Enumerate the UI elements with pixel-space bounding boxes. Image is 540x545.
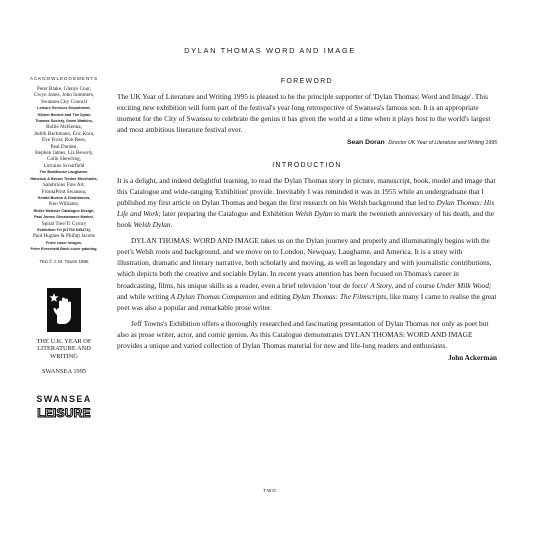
uk-year-of-literature-logo — [47, 288, 81, 332]
acknowledgement-line: Eve Frost, Rob Rees, — [42, 137, 86, 144]
acknowledgement-line: Ken Williams, — [49, 201, 79, 208]
leisure-logo-bottom: LEISURE — [37, 405, 91, 420]
acknowledgement-line: Hancock & Brown Timber Merchants, — [30, 176, 98, 181]
acknowledgements-title: ACKNOWLEDGEMENTS — [29, 76, 99, 81]
intro-paragraph-1: It is a delight, and indeed delightful learning, to read the Dylan Thomas story in picture, manuscript, book, model and image that this Catalogue and wide-ranging 'Exhibition' provide. Inevitably I was reminded it was in 1955 while an undergraduate that I published my first article on Dylan Thomas and began the first research on his Welsh background that led to Dylan Thomas: His Life and Work; later preparing the Catalogue and Exhibition Welsh Dylan to mark the twentieth anniversary of his death, and the book Welsh Dylan. — [117, 175, 496, 230]
acknowledgement-line: Ridler Webster Catalogue Design, — [33, 208, 95, 213]
uk-line: LITERATURE AND — [37, 345, 91, 353]
main-content — [117, 76, 497, 364]
foreword-heading: FOREWORD — [280, 78, 334, 85]
uk-year-text — [16, 338, 112, 376]
leisure-logo-top: SWANSEA — [36, 393, 92, 404]
hand-star-icon — [47, 288, 81, 332]
acknowledgement-line: Spiral Tree/Ti Cymry — [41, 220, 87, 227]
acknowledgement-line: Swansea City Council — [40, 98, 88, 105]
acknowledgement-line: Front cover images, — [45, 240, 83, 245]
acknowledgement-line: Thomas Society, Gwen Watkins, — [35, 119, 93, 124]
uk-line: THE U.K. YEAR OF — [36, 337, 92, 345]
acknowledgement-line: Gwyn Jones, John Summers, — [33, 92, 95, 99]
foreword-signature-role: Director UK Year of Literature and Writing 1995 — [388, 140, 497, 147]
acknowledgement-line: Paul James Genaissance Market, — [34, 215, 94, 220]
acknowledgement-line: Exhibition Tel (01792 645474), — [37, 227, 91, 232]
acknowledgement-line: Judith Bachmann, Eric Kora, — [33, 130, 95, 137]
acknowledgements-sidebar — [16, 76, 112, 422]
intro-paragraph-2: DYLAN THOMAS: WORD AND IMAGE takes us on the Dylan journey and properly and illuminatingly begins with the poet's Welsh roots and background, and we move on to London, Newquay, Laugharne, and America. It is a story with illustration, dramatic and literary narrative, both scholarly and moving, as well as legendary and with journalistic contributions, which depicts both the creative and sociable Dylan. In recent years attention has been focused on Thomas's career in broadcasting, films, his unique skills as a reader, even a brief television 'tour de force' A Story, and of course Under Milk Wood; and while writing A Dylan Thomas Companion and editing Dylan Thomas: The Filmscripts, like many I came to realise the great poet was also a popular and remarkable prose writer. — [117, 236, 497, 312]
acknowledgement-line: Paul Durden, — [50, 143, 78, 150]
acknowledgement-line: Peter Eversheld Back cover painting. — [30, 247, 98, 252]
intro-paragraph-3: Jeff Towns's Exhibition offers a thoroughly researched and fascinating presentation of Dylan Thomas not only as poet but also as prose writer, actor, and comic genius. As this Catalogue demonstrates DYLAN THOMAS: WORD AND IMAGE provides a unique and varied collection of Dylan Thomas material for new and life-long readers and enthusiasts. — [117, 318, 489, 350]
text-copyright: Text © J. M. Towns 1995 — [39, 258, 89, 264]
acknowledgement-line: FrontaPrint Swansea, — [41, 188, 87, 195]
acknowledgement-line: Colin Shewring, — [46, 156, 81, 163]
foreword-signature — [117, 136, 497, 149]
acknowledgement-line: Gilbert Bennet and The Dylan — [37, 112, 91, 117]
uk-year-location: SWANSEA 1995 — [41, 368, 87, 376]
acknowledgement-line: Rollie McKenna, — [46, 124, 82, 131]
acknowledgement-line: Paul Hughes & Phillip Jacobs — [33, 233, 95, 240]
acknowledgement-line: Leisure Services Department, — [37, 106, 91, 111]
page-header: DYLAN THOMAS WORD AND IMAGE — [184, 46, 356, 55]
acknowledgement-line: Salubrious Fine Art, — [43, 182, 85, 189]
uk-line: WRITING — [50, 352, 78, 360]
foreword-signature-name: Sean Doran — [346, 139, 385, 147]
page-number: TWO — [263, 488, 277, 493]
foreword-text: The UK Year of Literature and Writing 1995 is pleased to be the principle supporter of 'Dylan Thomas: Word and Image'. This exciting new exhibition will form part of the festival's year long retrospective of Swansea's famous son. It is an appropriate moment for the City of Swansea to celebrate the genius it has given the world at a time when it plays host to the world's largest and most ambitious literature festival ever. — [117, 92, 491, 135]
swansea-leisure-logo — [16, 394, 112, 422]
acknowledgement-line: The Boathouse Laugharne, — [39, 170, 89, 175]
introduction-heading: INTRODUCTION — [272, 161, 342, 169]
acknowledgements-list — [16, 86, 112, 253]
introduction-signature: John Ackerman — [448, 354, 497, 363]
acknowledgement-line: Stephen James, Liz Beverly, — [34, 150, 94, 157]
acknowledgement-line: Lorraine Scourfield — [43, 162, 85, 169]
acknowledgement-line: Peter Blake, Glenys Cour, — [36, 86, 92, 92]
acknowledgement-line: Gerald Burton & Distributors, — [37, 195, 91, 200]
